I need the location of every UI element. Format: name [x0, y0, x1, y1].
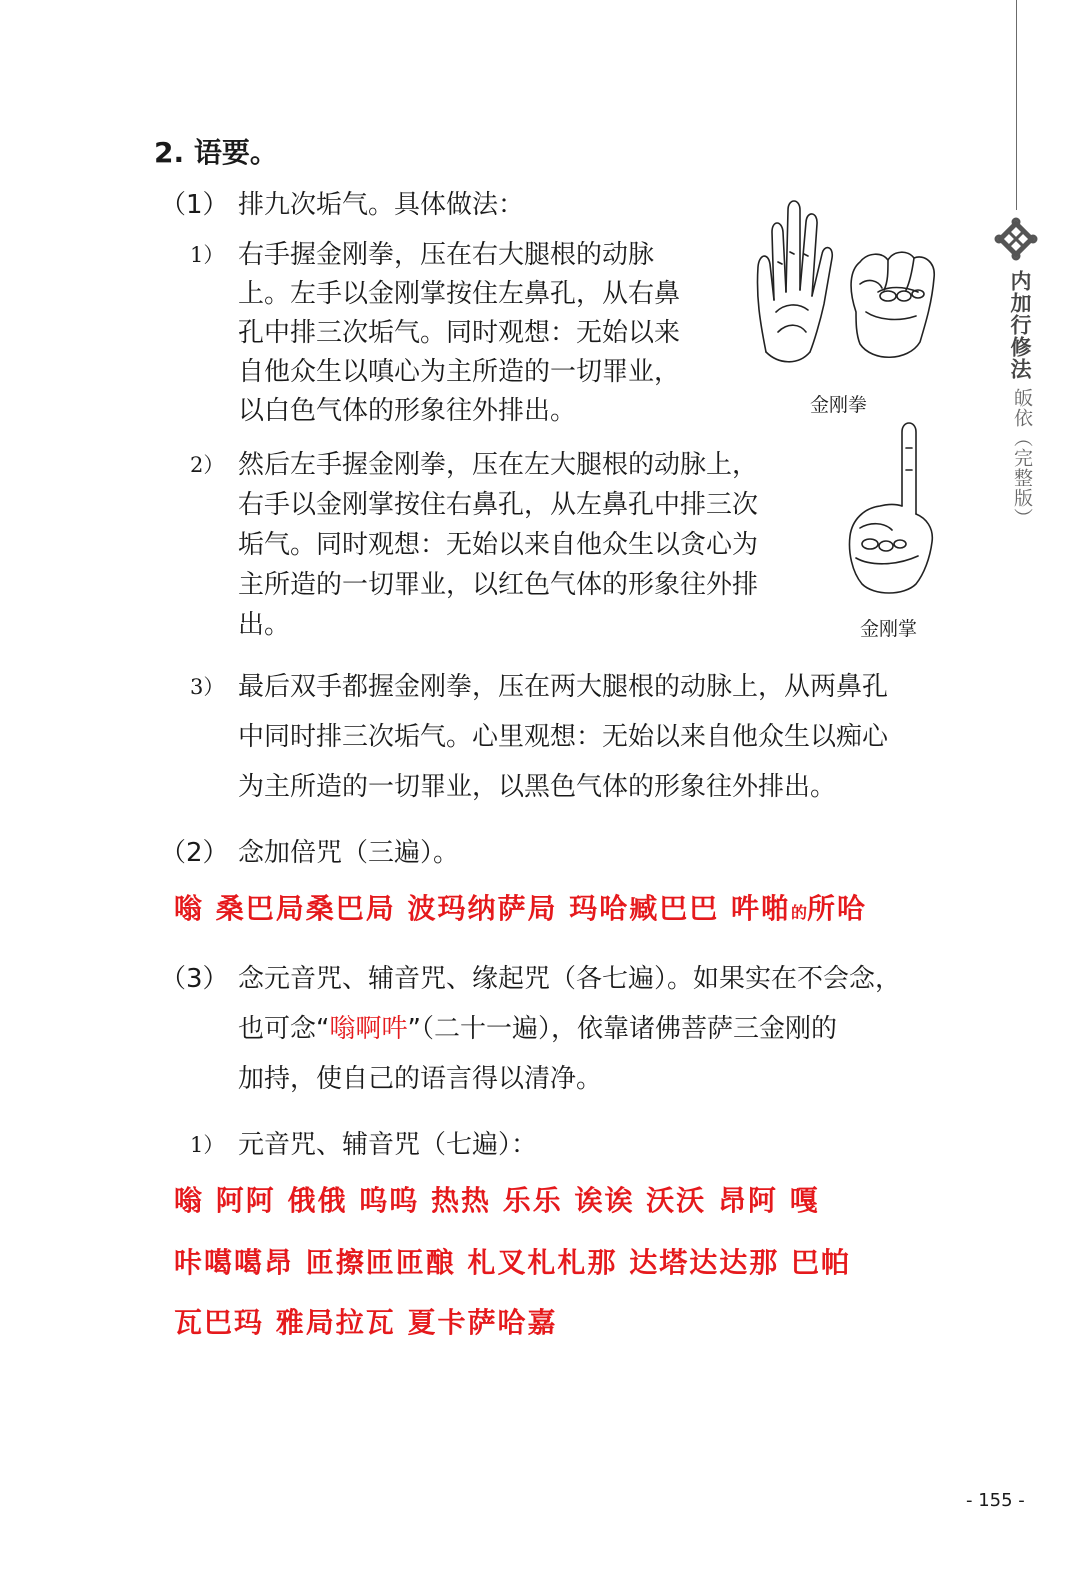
step2-line: 主所造的一切罪业，以红色气体的形象往外排: [238, 570, 759, 600]
step2-line: 出。: [238, 610, 291, 640]
part3-line2-pre: 也可念“: [238, 1014, 330, 1044]
step3-line: 最后双手都握金刚拳，压在两大腿根的动脉上，从两鼻孔: [238, 672, 889, 702]
mantra-line: 瓦巴玛 雅局拉瓦 夏卡萨哈嘉: [174, 1306, 558, 1339]
mantra-end: 所哈: [807, 892, 868, 925]
endless-knot-icon: [993, 216, 1039, 262]
step3-number: 3）: [190, 675, 225, 699]
step2-line: 右手以金刚掌按住右鼻孔，从左鼻孔中排三次: [238, 490, 759, 520]
step1-line: 上。左手以金刚掌按住左鼻孔，从右鼻: [238, 279, 681, 309]
part3-line: 加持，使自己的语言得以清净。: [238, 1064, 603, 1094]
mantra-line: 嗡 阿阿 俄俄 呜呜 热热 乐乐 诶诶 沃沃 昂阿 嘎: [174, 1184, 820, 1217]
part3-line: [238, 1010, 837, 1048]
om-ah-hum-mantra: 嗡啊吽: [329, 1014, 408, 1044]
mantra-small-char: 的: [791, 903, 808, 922]
step1-number: 1）: [190, 243, 225, 267]
part2-title: 念加倍咒（三遍）。: [238, 838, 460, 868]
step1-line: 右手握金刚拳，压在右大腿根的动脉: [238, 240, 655, 270]
step1-line: 自他众生以嗔心为主所造的一切罪业，: [238, 357, 681, 387]
step2-number: 2）: [190, 453, 225, 477]
vajra-palm-illustration: [840, 418, 950, 608]
part3-line2-post: ”（二十一遍），依靠诸佛菩萨三金刚的: [407, 1014, 837, 1044]
margin-rule: [1016, 0, 1017, 210]
sub1-title: 元音咒、辅音咒（七遍）：: [238, 1130, 538, 1160]
step2-line: 然后左手握金刚拳，压在左大腿根的动脉上，: [238, 450, 759, 480]
sub1-number: 1）: [190, 1133, 225, 1157]
side-tab-title: 内加行修法: [1008, 270, 1033, 380]
part3-line: 念元音咒、辅音咒、缘起咒（各七遍）。如果实在不会念，: [238, 964, 902, 994]
part3-label: （3）: [160, 964, 229, 994]
part1-title: 排九次垢气。具体做法：: [238, 190, 525, 220]
part2-label: （2）: [160, 838, 229, 868]
mantra-hundred-syllable: [174, 890, 867, 932]
step1-line: 孔中排三次垢气。同时观想：无始以来: [238, 318, 681, 348]
section-heading: 2. 语要。: [154, 136, 278, 169]
step3-line: 为主所造的一切罪业，以黑色气体的形象往外排出。: [238, 772, 837, 802]
step1-line: 以白色气体的形象往外排出。: [238, 396, 577, 426]
page-number: - 155 -: [966, 1490, 1025, 1511]
part1-label: （1）: [160, 190, 229, 220]
step2-line: 垢气。同时观想：无始以来自他众生以贪心为: [238, 530, 759, 560]
side-tab-subtitle: 皈依（完整版）: [1011, 388, 1033, 528]
figure2-caption: 金刚掌: [860, 618, 918, 640]
mantra-line: 咔噶噶昂 匝擦匝匝酿 札叉札札那 达塔达达那 巴帕: [174, 1246, 851, 1279]
mantra-main: 嗡 桑巴局桑巴局 波玛纳萨局 玛哈臧巴巴 吽啪: [174, 892, 791, 925]
step3-line: 中同时排三次垢气。心里观想：无始以来自他众生以痴心: [238, 722, 889, 752]
vajra-fist-illustration: [748, 192, 944, 382]
figure1-caption: 金刚拳: [810, 394, 868, 416]
